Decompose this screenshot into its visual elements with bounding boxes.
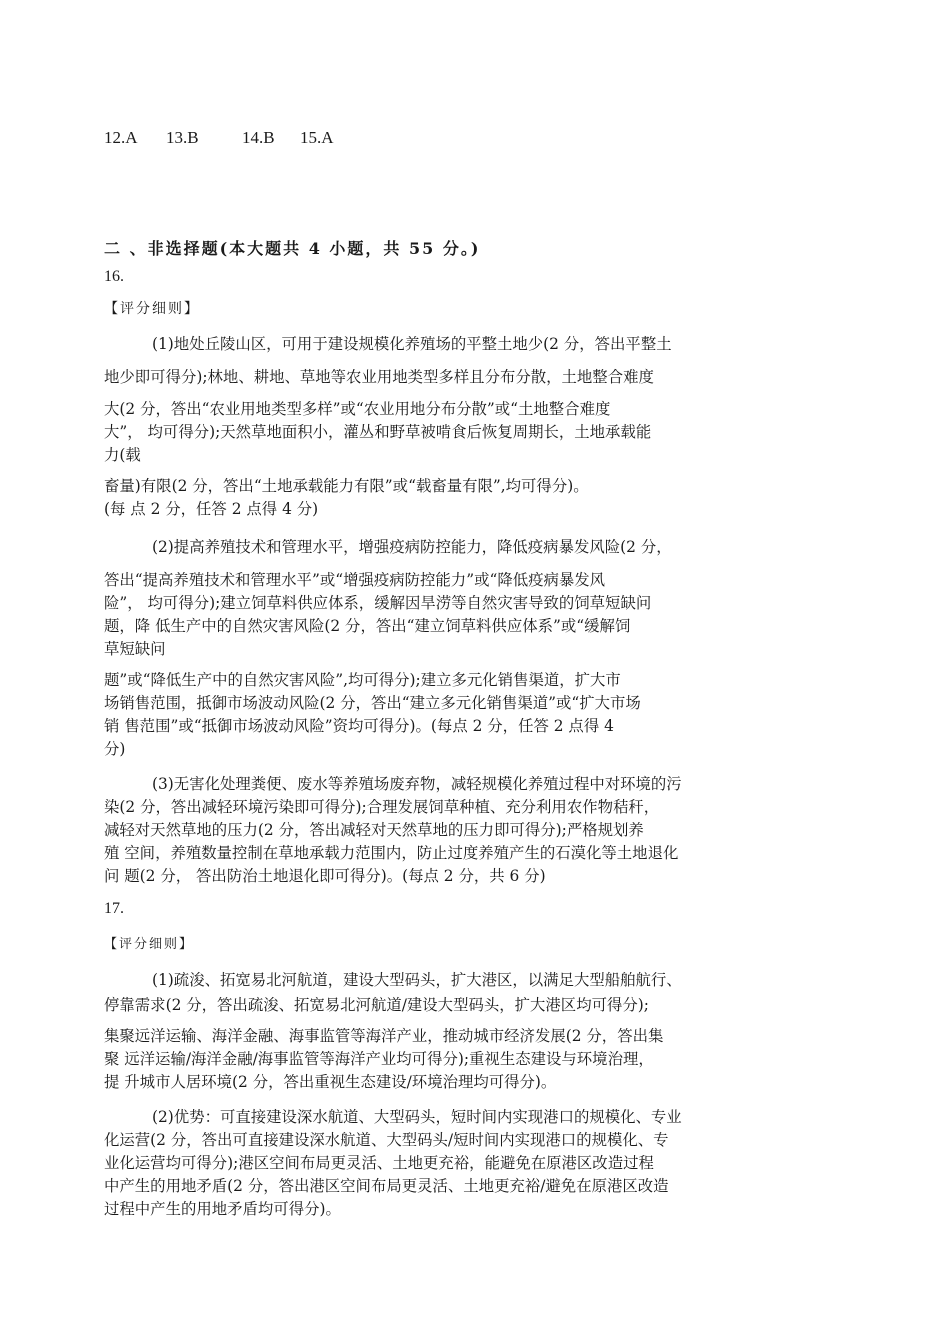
text-line: 集聚远洋运输、海洋金融、海事监管等海洋产业，推动城市经济发展(2 分，答出集 — [104, 1027, 664, 1045]
text-line: 过程中产生的用地矛盾均可得分)。 — [104, 1200, 341, 1218]
text-line: 减轻对天然草地的压力(2 分，答出减轻对天然草地的压力即可得分);严格规划养 — [104, 821, 644, 839]
text-line: 提 升城市人居环境(2 分，答出重视生态建设/环境治理均可得分)。 — [104, 1073, 557, 1091]
text-line: 染(2 分，答出减轻环境污染即可得分);合理发展饲草种植、充分利用农作物秸秆， — [104, 798, 660, 816]
answer-paragraph-2 — [104, 533, 840, 761]
text-line: 化运营(2 分，答出可直接建设深水航道、大型码头/短时间内实现港口的规模化、专 — [104, 1131, 669, 1149]
text-line: 畜量)有限(2 分，答出“土地承载能力有限”或“载畜量有限”,均可得分)。 — [104, 477, 589, 495]
text-line: 殖 空间，养殖数量控制在草地承载力范围内，防止过度养殖产生的石漠化等土地退化 — [104, 844, 679, 862]
text-line: 场销售范围，抵御市场波动风险(2 分，答出“建立多元化销售渠道”或“扩大市场 — [104, 694, 641, 712]
text-line: (1)疏浚、拓宽易北河航道，建设大型码头，扩大港区，以满足大型船舶航行、 — [152, 971, 682, 989]
text-line: 力(载 — [104, 446, 141, 464]
rubric-heading: 【评分细则】 — [104, 301, 200, 317]
text-line: 大(2 分，答出“农业用地类型多样”或“农业用地分布分散”或“土地整合难度 — [104, 400, 611, 418]
text-line: (2)优势：可直接建设深水航道、大型码头，短时间内实现港口的规模化、专业 — [152, 1108, 682, 1126]
text-line: (1)地处丘陵山区，可用于建设规模化养殖场的平整土地少(2 分，答出平整土 — [152, 335, 672, 353]
question-number: 16. — [104, 268, 124, 285]
text-line: (2)提高养殖技术和管理水平，增强疫病防控能力，降低疫病暴发风险(2 分， — [152, 538, 672, 556]
answer-13: 13.B — [166, 128, 199, 147]
text-line: 答出“提高养殖技术和管理水平”或“增强疫病防控能力”或“降低疫病暴发风 — [104, 571, 606, 589]
answer-paragraph-2 — [104, 1106, 840, 1221]
rubric-heading: 【评分细则】 — [104, 937, 195, 952]
answer-12: 12.A — [104, 128, 138, 147]
answer-14: 14.B — [242, 128, 275, 147]
section-title: 二 、非选择题(本大题共 4 小题，共 55 分。) — [104, 239, 481, 258]
multiple-choice-answers — [104, 128, 334, 148]
text-line: 销 售范围”或“抵御市场波动风险”资均可得分)。(每点 2 分，任答 2 点得 4 — [104, 717, 614, 735]
text-line: 中产生的用地矛盾(2 分，答出港区空间布局更灵活、土地更充裕/避免在原港区改造 — [104, 1177, 669, 1195]
text-line: 业化运营均可得分);港区空间布局更灵活、土地更充裕，能避免在原港区改造过程 — [104, 1154, 654, 1172]
question-17 — [104, 896, 840, 1221]
question-number: 17. — [104, 900, 124, 917]
text-line: 大”， 均可得分);天然草地面积小，灌丛和野草被啃食后恢复周期长，土地承载能 — [104, 423, 652, 441]
text-line: 草短缺问 — [104, 640, 166, 658]
text-line: 题，降 低生产中的自然灾害风险(2 分，答出“建立饲草料供应体系”或“缓解饲 — [104, 617, 631, 635]
text-line: 停靠需求(2 分，答出疏浚、拓宽易北河航道/建设大型码头，扩大港区均可得分); — [104, 996, 649, 1014]
question-16 — [104, 264, 840, 888]
text-line: 聚 远洋运输/海洋金融/海事监管等海洋产业均可得分);重视生态建设与环境治理， — [104, 1050, 654, 1068]
answer-15: 15.A — [300, 128, 334, 147]
text-line: 分) — [104, 740, 126, 758]
answer-paragraph-1 — [104, 330, 840, 521]
text-line: 险”， 均可得分);建立饲草料供应体系，缓解因旱涝等自然灾害导致的饲草短缺问 — [104, 594, 652, 612]
text-line: 问 题(2 分， 答出防治土地退化即可得分)。(每点 2 分，共 6 分) — [104, 867, 546, 885]
text-line: (每 点 2 分，任答 2 点得 4 分) — [104, 500, 319, 518]
text-line: (3)无害化处理粪便、废水等养殖场废弃物，减轻规模化养殖过程中对环境的污 — [152, 775, 682, 793]
text-line: 地少即可得分);林地、耕地、草地等农业用地类型多样且分布分散，土地整合难度 — [104, 368, 654, 386]
answer-paragraph-1 — [104, 966, 840, 1094]
answer-paragraph-3 — [104, 773, 840, 888]
text-line: 题”或“降低生产中的自然灾害风险”,均可得分);建立多元化销售渠道，扩大市 — [104, 671, 621, 689]
